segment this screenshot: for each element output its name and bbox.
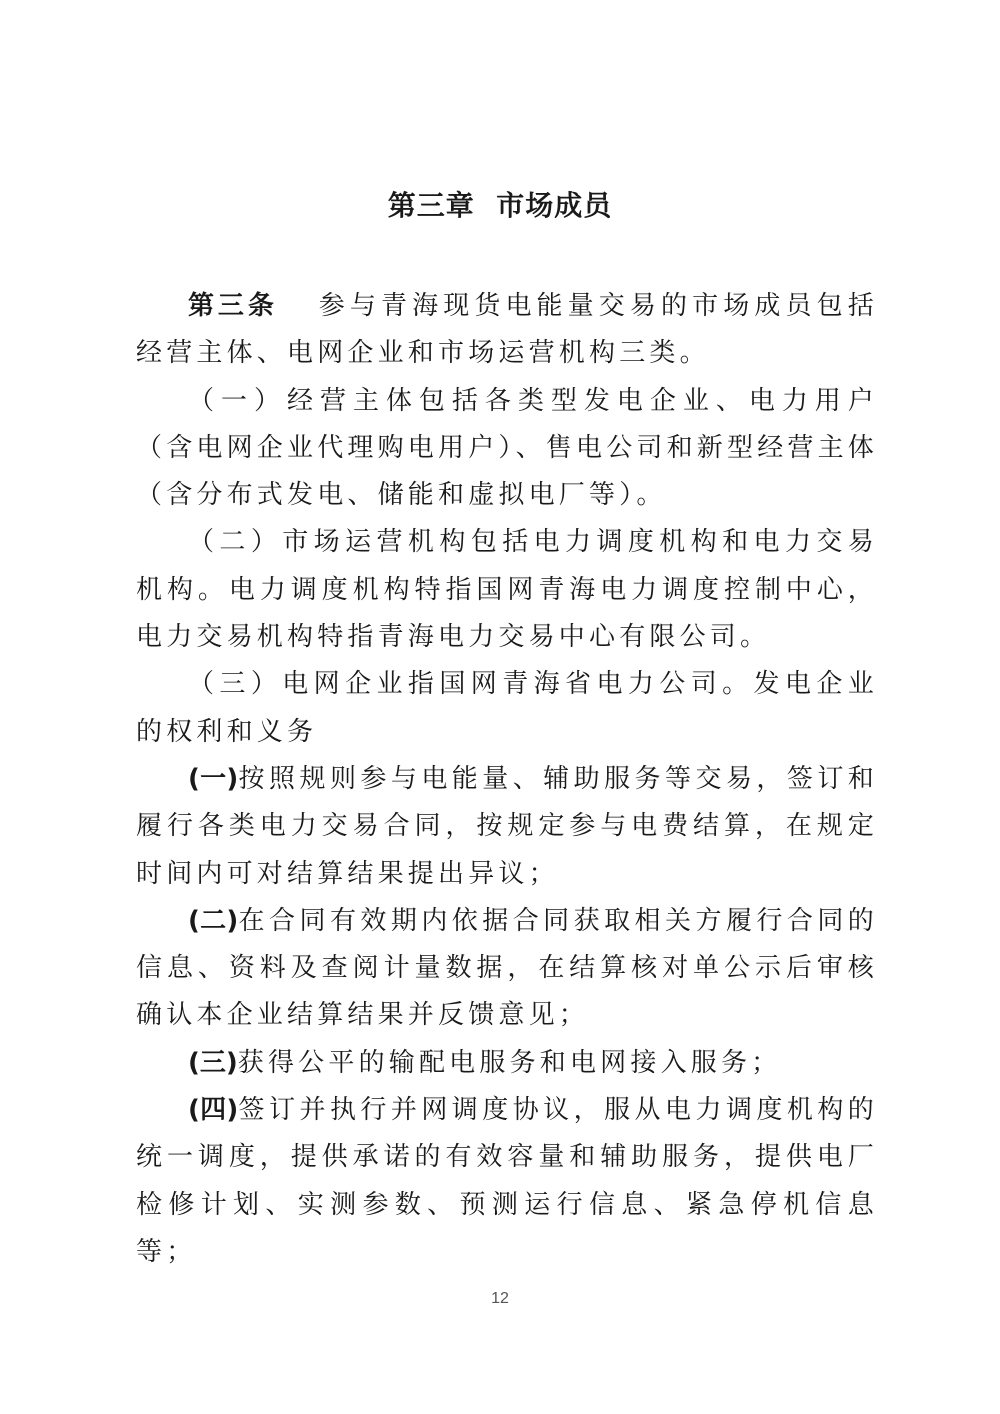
rights-item-2 [136,898,878,1040]
rights-item-text: 获得公平的输配电服务和电网接入服务； [237,1047,782,1078]
rights-item-text: 在合同有效期内依据合同获取相关方履行合同的信息、资料及查阅计量数据，在结算核对单公示后审核确认本企业结算结果并反馈意见； [136,905,878,1031]
section-paragraph-2: （二）市场运营机构包括电力调度机构和电力交易机构。电力调度机构特指国网青海电力调度控制中心，电力交易机构特指青海电力交易中心有限公司。 [136,527,878,653]
rights-item-marker: (三) [188,1047,238,1078]
rights-item-1 [136,756,878,898]
rights-item-text: 签订并执行并网调度协议，服从电力调度机构的统一调度，提供承诺的有效容量和辅助服务，提供电厂检修计划、实测参数、预测运行信息、紧急停机信息等； [136,1095,878,1267]
rights-item-4 [136,1087,878,1276]
section-paragraph-3: （三）电网企业指国网青海省电力公司。发电企业的权利和义务 [136,669,878,747]
rights-item-marker: (一) [188,763,239,794]
rights-item-3 [136,1040,878,1087]
section-paragraph-1: （一）经营主体包括各类型发电企业、电力用户（含电网企业代理购电用户）、售电公司和新型经营主体（含分布式发电、储能和虚拟电厂等）。 [136,385,879,511]
rights-item-marker: (四) [188,1095,239,1126]
article-label: 第三条 [188,291,278,321]
chapter-title: 第三章 市场成员 [387,189,613,222]
rights-item-marker: (二) [188,905,239,936]
article-intro: 参与青海现货电能量交易的市场成员包括经营主体、电网企业和市场运营机构三类。 [136,291,878,369]
rights-item-text: 按照规则参与电能量、辅助服务等交易，签订和履行各类电力交易合同，按规定参与电费结算，在规定时间内可对结算结果提出异议； [136,763,878,889]
article-paragraph [136,283,878,378]
body-text [136,283,878,1276]
page-number: 12 [491,1290,509,1307]
